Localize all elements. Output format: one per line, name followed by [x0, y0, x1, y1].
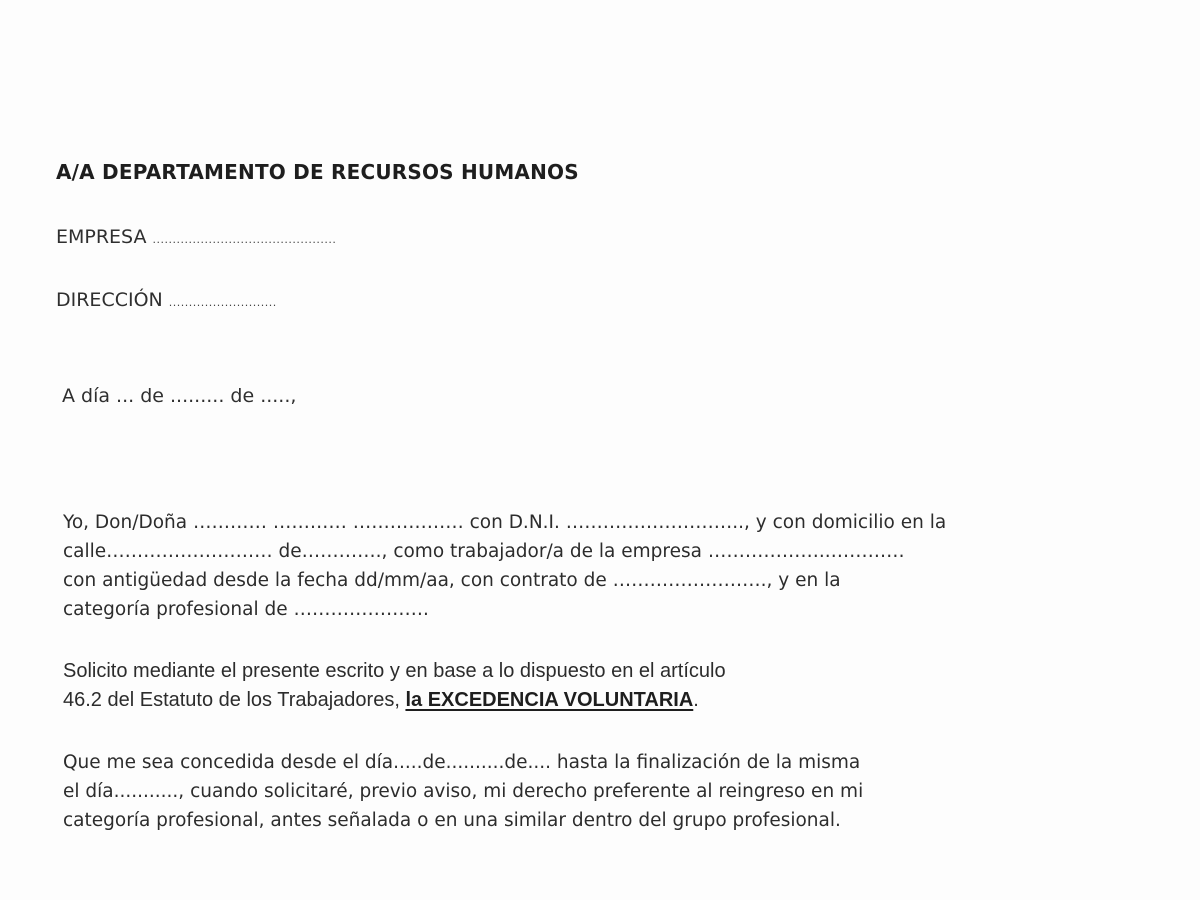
paragraph-line: el día..........., cuando solicitaré, previo aviso, mi derecho preferente al reingreso en mi — [63, 781, 864, 802]
concession-paragraph — [63, 748, 863, 835]
empresa-blank: .............................................. — [152, 233, 337, 246]
paragraph-line — [63, 686, 726, 715]
paragraph-line: con antigüedad desde la fecha dd/mm/aa, con contrato de ……………………., y en la — [63, 570, 841, 591]
recipient-heading: A/A DEPARTAMENTO DE RECURSOS HUMANOS — [56, 160, 579, 184]
excedencia-emphasis: la EXCEDENCIA VOLUNTARIA — [405, 689, 694, 711]
paragraph-line: Yo, Don/Doña ………… ………… ……………… con D.N.I. ……………………….., y con domicilio en la — [63, 512, 947, 533]
article-reference: 46.2 del Estatuto de los Trabajadores, — [63, 689, 406, 711]
paragraph-line: Solicito mediante el presente escrito y en base a lo dispuesto en el artículo — [63, 660, 726, 682]
paragraph-line: Que me sea concedida desde el día.....de..........de.... hasta la finalización de la misma — [63, 752, 861, 773]
direccion-blank: ........................... — [168, 296, 277, 309]
paragraph-line: categoría profesional, antes señalada o en una similar dentro del grupo profesional. — [63, 810, 841, 831]
paragraph-line: categoría profesional de …………………. — [63, 599, 429, 620]
applicant-paragraph — [63, 508, 946, 624]
empresa-label: EMPRESA — [56, 226, 147, 248]
empresa-field — [56, 226, 336, 248]
direccion-label: DIRECCIÓN — [56, 289, 163, 311]
request-paragraph — [63, 657, 726, 715]
direccion-field — [56, 289, 277, 311]
date-line: A día ... de ......... de ....., — [62, 385, 297, 407]
period: . — [693, 689, 699, 711]
paragraph-line: calle……………………… de…………., como trabajador/a de la empresa ………………..………… — [63, 541, 905, 562]
